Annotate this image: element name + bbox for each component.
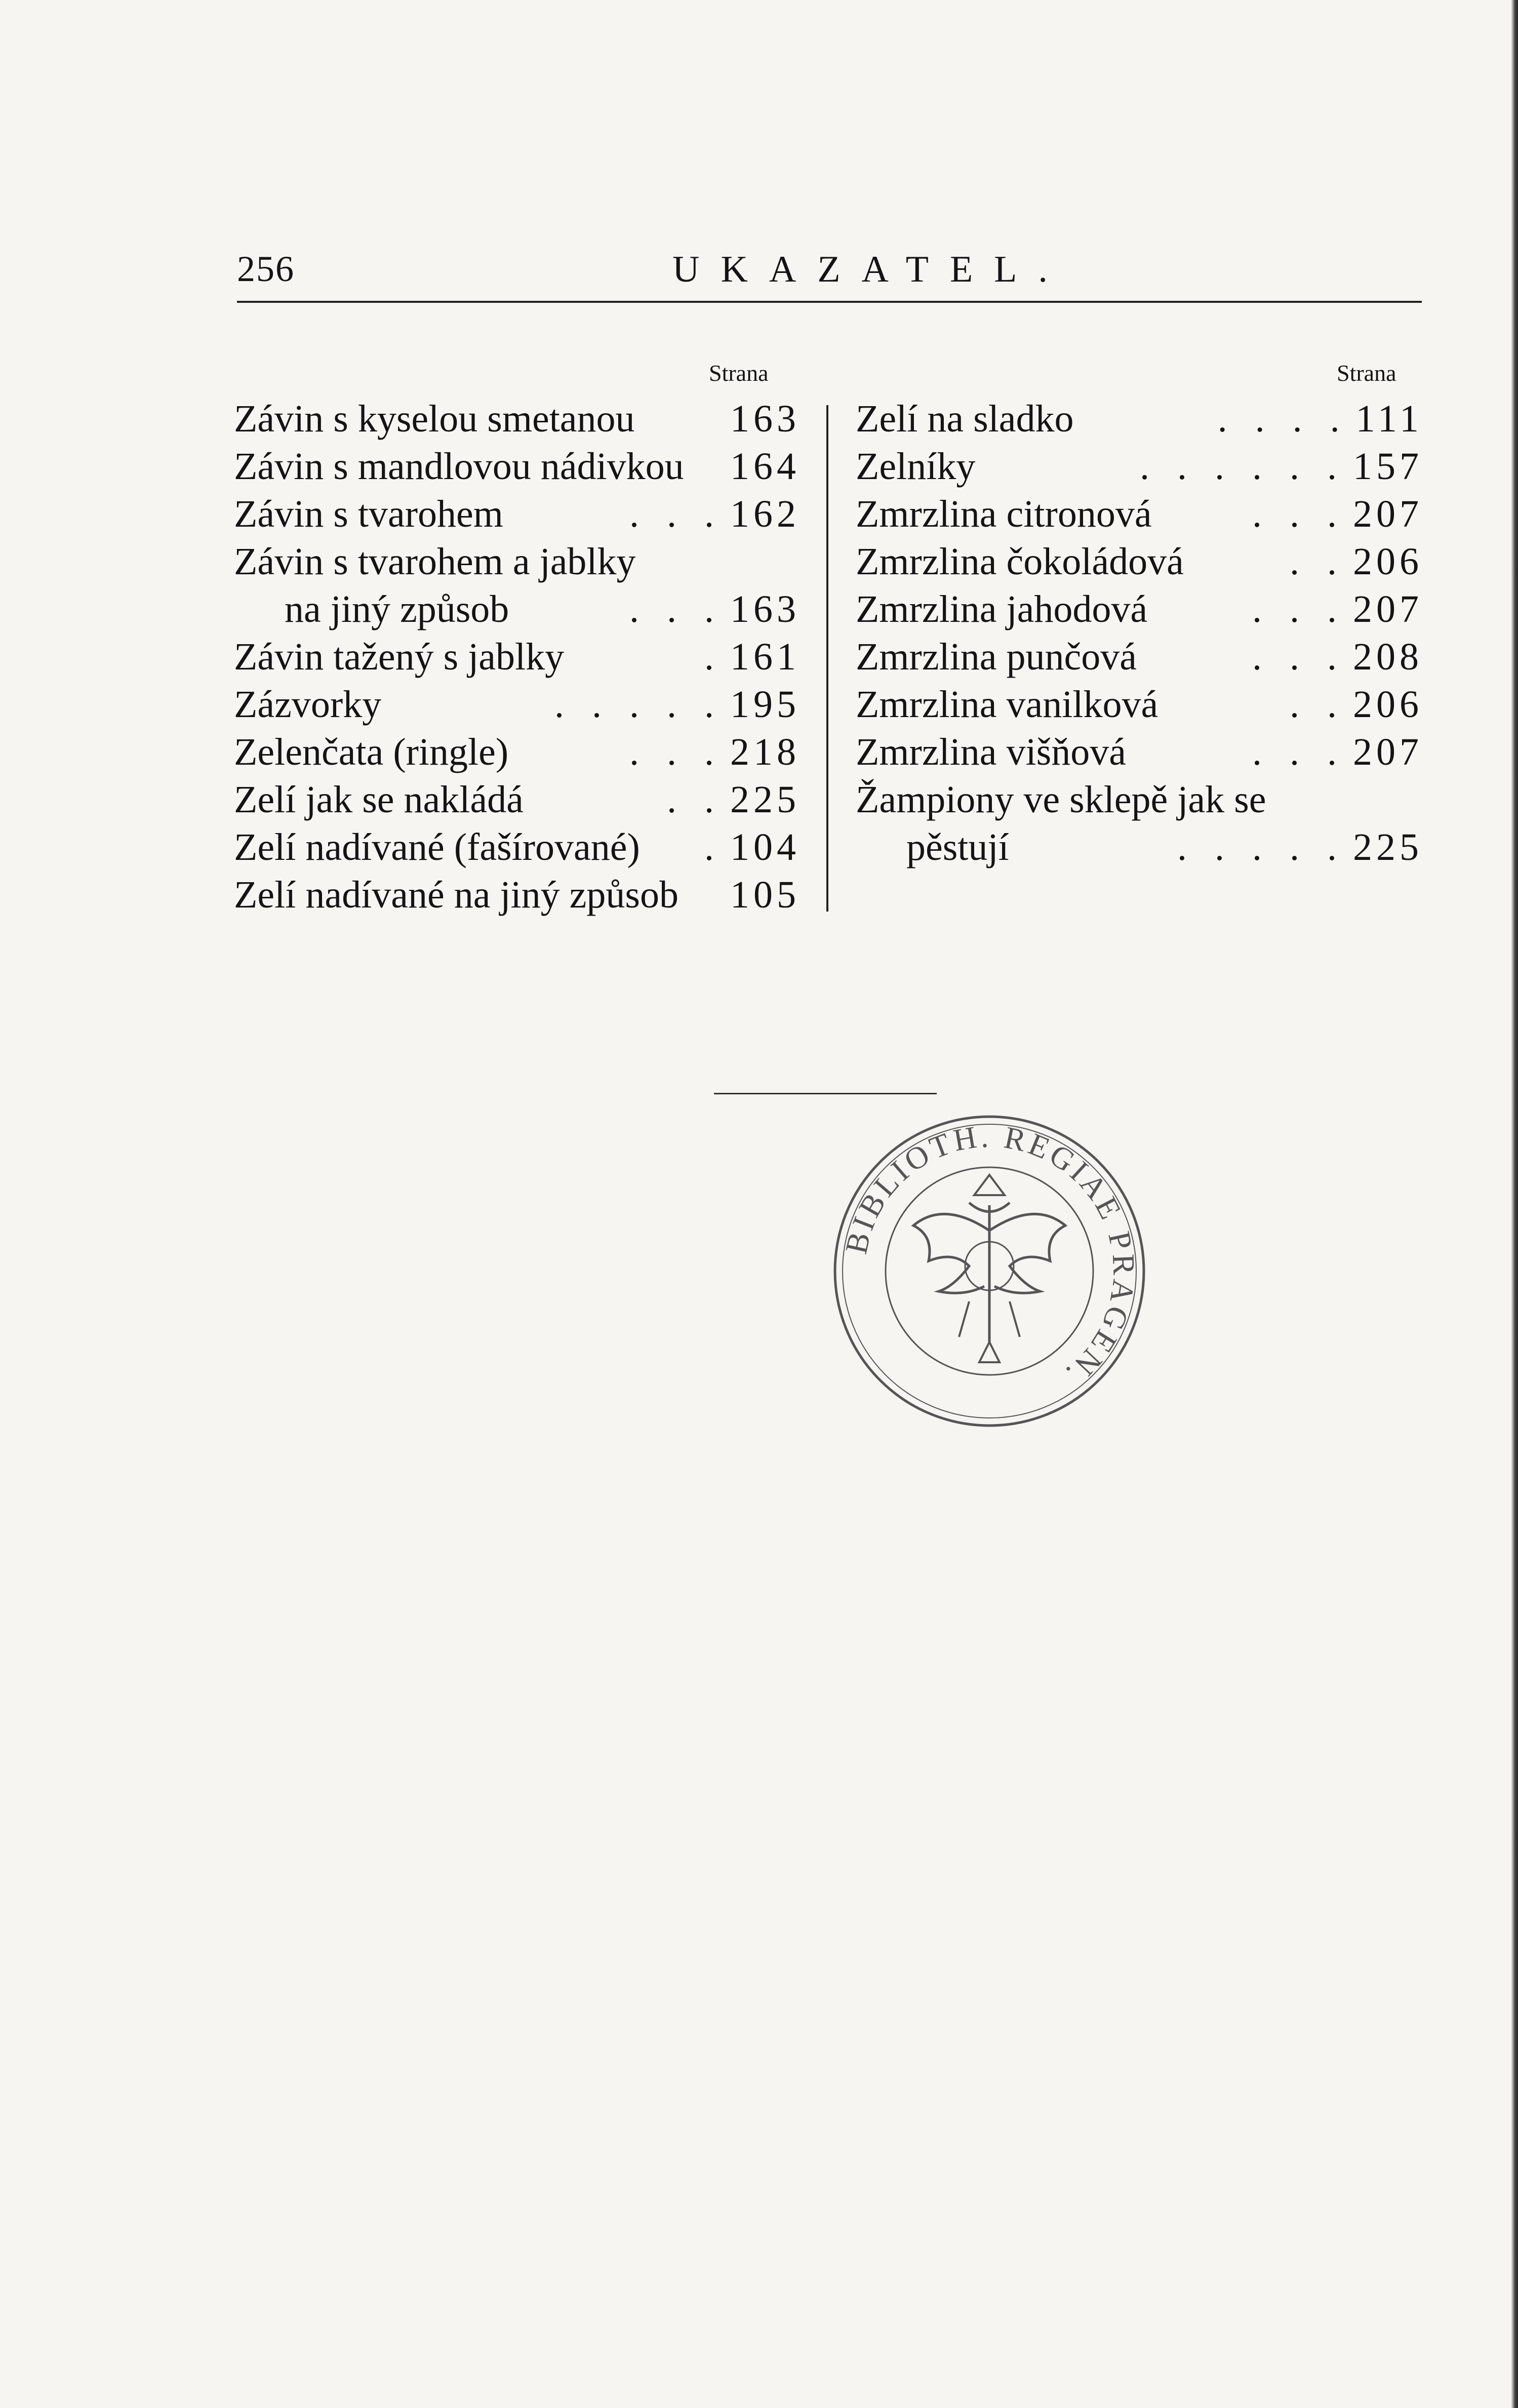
entry-leader-dots: . . xyxy=(667,778,723,821)
entry-text: Zelenčata (ringle) xyxy=(234,731,509,773)
entry-leader-dots: . xyxy=(704,826,723,869)
entry-page-number: 225 xyxy=(1353,826,1423,869)
entry-page-number: 207 xyxy=(1353,588,1423,630)
page-header xyxy=(237,248,1422,309)
index-entry xyxy=(234,823,800,871)
index-entry xyxy=(856,443,1423,490)
entry-text: Zelí nadívané (fašírované) xyxy=(234,826,640,869)
index-entry xyxy=(234,681,800,728)
entry-leader-dots: . . . xyxy=(1252,731,1346,773)
index-entry xyxy=(234,538,800,585)
entry-page-number: 206 xyxy=(1353,683,1423,726)
entry-text: Zmrzlina punčová xyxy=(856,636,1137,678)
entry-page-number: 162 xyxy=(730,493,800,535)
entry-page-number: 164 xyxy=(730,445,800,488)
entry-leader-dots: . . . . xyxy=(1217,398,1349,440)
index-entry xyxy=(856,538,1423,585)
entry-leader-dots: . . . xyxy=(1252,636,1346,678)
entry-text: Zelníky xyxy=(856,445,976,488)
entry-text: Zmrzlina citronová xyxy=(856,493,1152,535)
page-edge xyxy=(1511,0,1518,2408)
entry-page-number: 163 xyxy=(730,398,800,440)
left-column-heading: Strana xyxy=(709,360,769,386)
entry-leader-dots: . . . xyxy=(629,731,723,773)
index-entry xyxy=(234,490,800,538)
end-rule xyxy=(714,1093,937,1094)
entry-page-number: 207 xyxy=(1353,493,1423,535)
page-number: 256 xyxy=(237,249,295,289)
entry-page-number: 207 xyxy=(1353,731,1423,773)
entry-leader-dots: . . . . . xyxy=(554,683,723,726)
entry-page-number: 104 xyxy=(730,826,800,869)
entry-text: Závin s tvarohem a jablky xyxy=(234,540,636,583)
entry-leader-dots: . . . xyxy=(629,588,723,630)
entry-leader-dots: . . . xyxy=(629,493,723,535)
entry-leader-dots: . . . . . xyxy=(1177,826,1346,869)
index-entry xyxy=(234,395,800,443)
index-entry xyxy=(856,728,1423,776)
entry-leader-dots: . . xyxy=(1290,540,1346,583)
entry-page-number: 111 xyxy=(1355,398,1423,440)
entry-page-number: 161 xyxy=(730,636,800,678)
entry-text: Závin tažený s jablky xyxy=(234,636,565,678)
index-entry xyxy=(234,728,800,776)
entry-page-number: 195 xyxy=(730,683,800,726)
index-entry xyxy=(234,871,800,919)
stamp-inscription: BIBLIOTH. REGIAE PRAGEN. xyxy=(839,1119,1141,1394)
index-entry xyxy=(234,776,800,823)
right-index-column xyxy=(856,395,1423,871)
index-entry xyxy=(234,633,800,681)
entry-leader-dots: . . . xyxy=(1252,493,1346,535)
index-entry xyxy=(856,585,1423,633)
entry-text: Závin s tvarohem xyxy=(234,493,503,535)
column-divider xyxy=(826,405,828,912)
entry-leader-dots: . . . xyxy=(1252,588,1346,630)
index-entry xyxy=(856,823,1423,871)
running-title: UKAZATEL. xyxy=(672,249,1069,290)
entry-text: Zmrzlina jahodová xyxy=(856,588,1148,630)
index-entry xyxy=(234,443,800,490)
entry-page-number: 206 xyxy=(1353,540,1423,583)
entry-text: pěstují xyxy=(906,826,1009,869)
entry-leader-dots: . . xyxy=(1290,683,1346,726)
entry-text: Zmrzlina čokoládová xyxy=(856,540,1184,583)
entry-text: Zmrzlina višňová xyxy=(856,731,1126,773)
entry-text: na jiný způsob xyxy=(285,588,509,630)
entry-page-number: 105 xyxy=(730,874,800,916)
index-entry xyxy=(856,633,1423,681)
entry-text: Zelí na sladko xyxy=(856,398,1074,440)
entry-page-number: 163 xyxy=(730,588,800,630)
entry-page-number: 218 xyxy=(730,731,800,773)
entry-text: Zmrzlina vanilková xyxy=(856,683,1159,726)
index-entry xyxy=(856,681,1423,728)
entry-text: Zelí nadívané na jiný způsob xyxy=(234,874,678,916)
entry-text: Zázvorky xyxy=(234,683,382,726)
entry-text: Zelí jak se nakládá xyxy=(234,778,524,821)
index-entry xyxy=(234,585,800,633)
index-entry xyxy=(856,776,1423,823)
left-index-column xyxy=(234,395,800,919)
entry-text: Závin s kyselou smetanou xyxy=(234,398,635,440)
index-entry xyxy=(856,490,1423,538)
entry-leader-dots: . . . . . . xyxy=(1140,445,1346,488)
entry-text: Závin s mandlovou nádivkou xyxy=(234,445,684,488)
entry-page-number: 157 xyxy=(1353,445,1423,488)
header-rule xyxy=(237,301,1422,303)
right-column-heading: Strana xyxy=(1337,360,1396,386)
entry-leader-dots: . xyxy=(704,636,723,678)
entry-text: Žampiony ve sklepě jak se xyxy=(856,778,1266,821)
entry-page-number: 225 xyxy=(730,778,800,821)
entry-page-number: 208 xyxy=(1353,636,1423,678)
index-entry xyxy=(856,395,1423,443)
library-seal-icon xyxy=(817,1099,1162,1443)
